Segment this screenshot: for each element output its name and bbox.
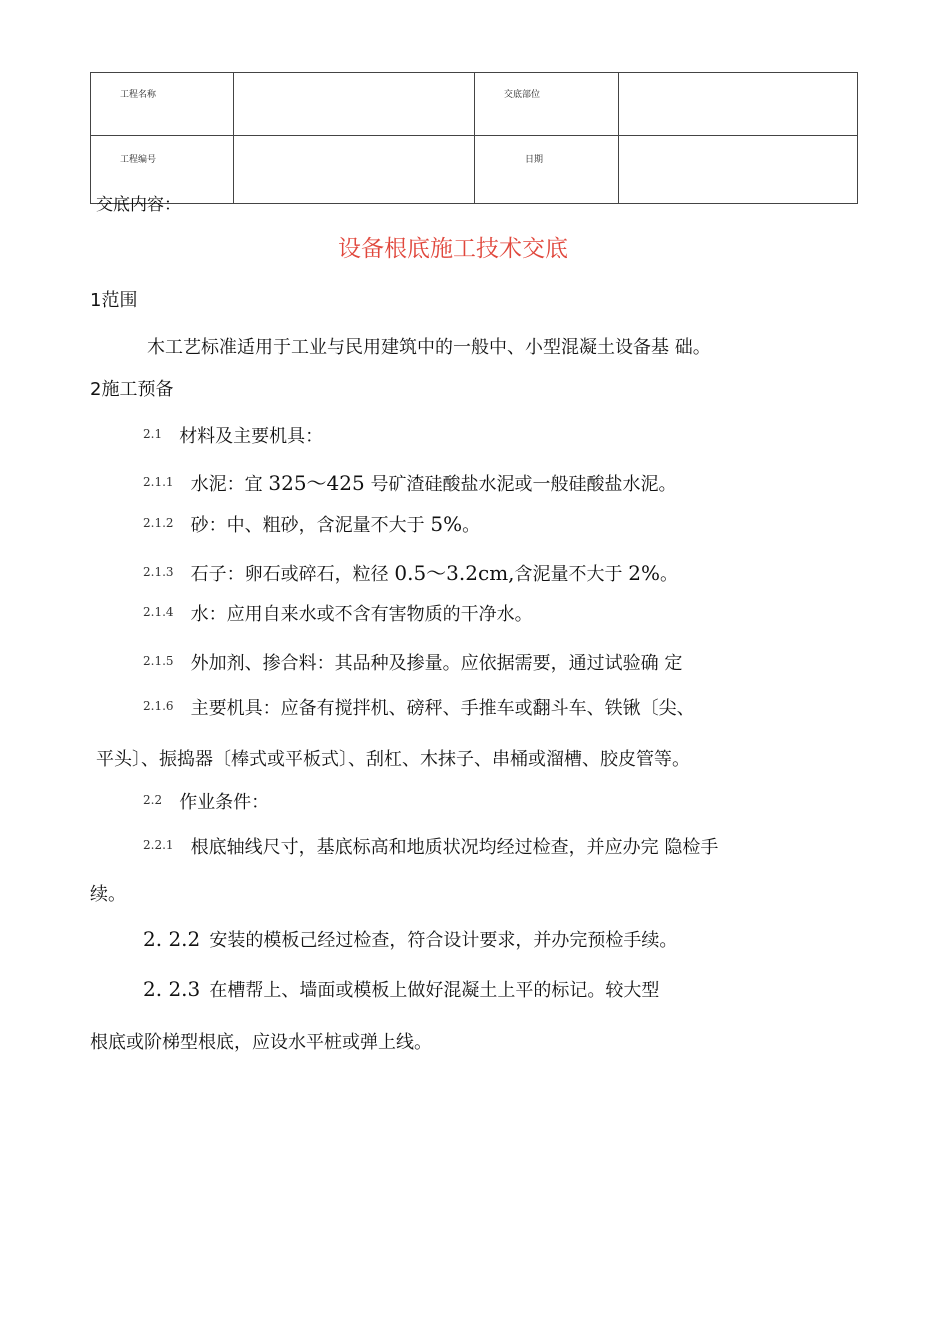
section-2-1-2	[143, 507, 481, 536]
section-2-2-1-text: 根底轴线尺寸，基底标高和地质状况均经过检查，并应办完 隐检手	[190, 837, 719, 858]
section-2-1-3-text-c: 。	[659, 564, 678, 585]
section-2-2-1	[143, 829, 719, 858]
section-2-1-3-number: 2.1.3	[143, 565, 174, 579]
section-2-2-3	[143, 976, 659, 1002]
section-2-1-6-continuation: 平头〕、振捣器〔棒式或平板式〕、刮杠、木抹子、串桶或溜槽、胶皮管等。	[96, 749, 690, 770]
section-2-2-text: 作业条件：	[179, 792, 270, 813]
section-2-1-1-text-b: 号矿渣硅酸盐水泥或一般硅酸盐水泥。	[364, 474, 677, 495]
section-2-2	[143, 784, 270, 813]
section-2-1-number: 2.1	[143, 427, 163, 441]
section-2-1-4	[143, 596, 533, 625]
section-2-2-number: 2.2	[143, 793, 163, 807]
project-no-label: 工程编号	[120, 155, 157, 165]
section-2-2-1-continuation: 续。	[90, 884, 126, 905]
section-2-1-3-text-a: 石子：卵石或碎石，粒径	[190, 564, 395, 585]
section-2-1-6-number: 2.1.6	[143, 699, 174, 713]
section-2-2-2	[143, 926, 677, 952]
section-2-1-1-number: 2.1.1	[143, 475, 174, 489]
section-2-heading: 2施工预备	[90, 379, 174, 400]
section-1-text: 木工艺标准适用于工业与民用建筑中的一般中、小型混凝土设备基 础。	[147, 337, 711, 358]
section-2-1-2-numbers: 5%	[430, 512, 463, 536]
section-2-1-1-numbers: 325～425	[268, 471, 365, 495]
section-2-1-5	[143, 645, 683, 674]
date-label-cell	[475, 136, 619, 204]
location-label: 交底部位	[504, 90, 541, 100]
section-2-1-6	[143, 690, 695, 719]
project-name-value-cell[interactable]	[234, 73, 475, 136]
section-2-2-2-number: 2. 2.2	[143, 927, 201, 951]
section-2-1-1-text-a: 水泥：宜	[190, 474, 269, 495]
section-2-1-3-numbers2: 2%	[628, 561, 660, 585]
section-2-2-3-number: 2. 2.3	[143, 977, 201, 1001]
section-2-1-2-number: 2.1.2	[143, 516, 174, 530]
section-2-1-text: 材料及主要机具：	[179, 426, 324, 447]
project-no-value-cell[interactable]	[234, 136, 475, 204]
section-2-1-5-text: 外加剂、掺合料：其品种及掺量。应依据需要，通过试验确 定	[190, 653, 683, 674]
section-2-1-4-text: 水：应用自来水或不含有害物质的干净水。	[190, 604, 533, 625]
date-label: 日期	[525, 155, 544, 165]
project-name-label: 工程名称	[120, 90, 157, 100]
section-2-1-5-number: 2.1.5	[143, 654, 174, 668]
section-2-2-3-continuation: 根底或阶梯型根底，应设水平桩或弹上线。	[90, 1032, 432, 1053]
section-1-heading: 1范围	[90, 290, 138, 311]
page-title: 设备根底施工技术交底	[338, 236, 568, 262]
section-2-2-3-text: 在槽帮上、墙面或模板上做好混凝土上平的标记。较大型	[209, 980, 660, 1001]
location-value-cell[interactable]	[619, 73, 858, 136]
section-2-1-2-text-a: 砂：中、粗砂，含泥量不大于	[190, 515, 431, 536]
project-name-label-cell	[91, 73, 234, 136]
section-2-2-2-text: 安装的模板己经过检查，符合设计要求，并办完预检手续。	[209, 930, 678, 951]
content-label: 交底内容：	[96, 195, 181, 215]
section-2-2-1-number: 2.2.1	[143, 838, 174, 852]
section-2-1-3-text-b: 含泥量不大于	[514, 564, 629, 585]
header-table	[90, 72, 858, 204]
section-2-1-3	[143, 553, 678, 585]
section-2-1-6-text: 主要机具：应备有搅拌机、磅秤、手推车或翻斗车、铁锹〔尖、	[190, 698, 695, 719]
section-2-1-3-numbers: 0.5～3.2cm,	[394, 561, 515, 585]
section-2-1	[143, 418, 324, 447]
date-value-cell[interactable]	[619, 136, 858, 204]
section-2-1-1	[143, 463, 677, 495]
location-label-cell	[475, 73, 619, 136]
section-2-1-2-text-b: 。	[462, 515, 481, 536]
section-2-1-4-number: 2.1.4	[143, 605, 174, 619]
